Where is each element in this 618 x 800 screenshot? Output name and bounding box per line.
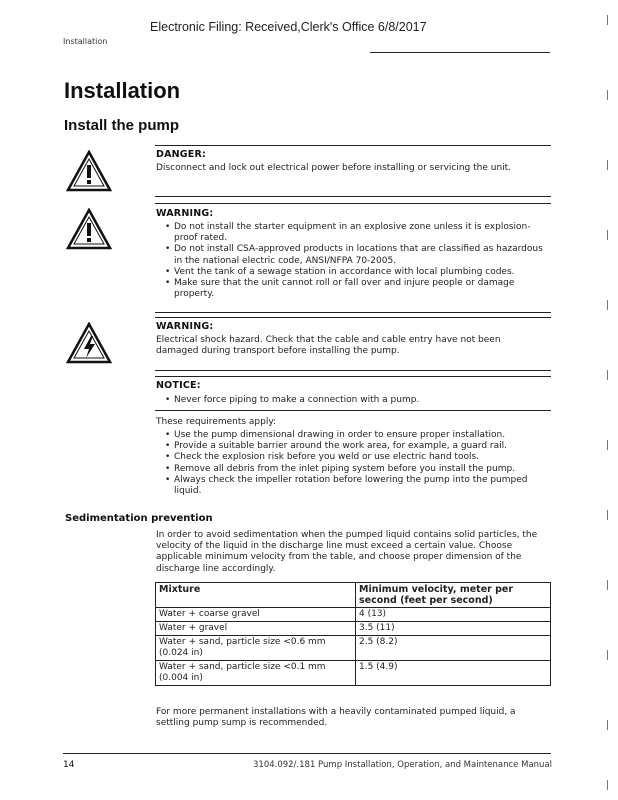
footer-rule xyxy=(63,753,551,754)
danger-label: DANGER: xyxy=(156,149,206,160)
table-cell: 3.5 (11) xyxy=(356,622,551,636)
notice-label: NOTICE: xyxy=(156,380,201,391)
list-item: • Make sure that the unit cannot roll or fall over and injure people or damage property. xyxy=(174,278,549,300)
table-row xyxy=(156,661,551,686)
running-header: Installation xyxy=(63,37,108,46)
table-cell: Water + sand, particle size <0.1 mm (0.004 in) xyxy=(156,661,356,686)
danger-text: Disconnect and lock out electrical power before installing or servicing the unit. xyxy=(156,163,512,173)
sedimentation-heading: Sedimentation prevention xyxy=(65,513,213,524)
table-cell: Water + sand, particle size <0.6 mm (0.024 in) xyxy=(156,636,356,661)
table-cell: 1.5 (4.9) xyxy=(356,661,551,686)
page-title: Installation xyxy=(64,78,181,103)
filing-stamp: Electronic Filing: Received,Clerk's Office 6/8/2017 xyxy=(150,20,427,34)
warning2-bottom-rule xyxy=(155,370,551,371)
warning2-top-rule xyxy=(155,317,551,318)
manual-title: 3104.092/.181 Pump Installation, Operation, and Maintenance Manual xyxy=(253,760,552,770)
list-item: • Vent the tank of a sewage station in accordance with local plumbing codes. xyxy=(174,267,549,278)
warning1-label: WARNING: xyxy=(156,208,214,219)
electric-icon-wrap xyxy=(66,322,112,368)
sedimentation-footer-text: For more permanent installations with a heavily contaminated pumped liquid, a settling pump sump is recommended. xyxy=(156,707,516,729)
danger-bottom-rule xyxy=(155,196,551,197)
column-header-mixture: Mixture xyxy=(156,583,356,608)
list-item: • Never force piping to make a connection with a pump. xyxy=(174,395,549,406)
warning1-bottom-rule xyxy=(155,312,551,313)
warning-triangle-icon xyxy=(66,208,112,250)
electric-shock-icon xyxy=(66,322,112,364)
warning-icon-wrap xyxy=(66,208,112,254)
danger-top-rule xyxy=(155,145,551,146)
warning2-label: WARNING: xyxy=(156,321,214,332)
header-rule xyxy=(370,52,550,53)
list-item: • Use the pump dimensional drawing in order to ensure proper installation. xyxy=(174,430,554,441)
warning1-top-rule xyxy=(155,203,551,204)
sedimentation-text: In order to avoid sedimentation when the pumped liquid contains solid particles, the velocity of the liquid in the discharge line must exceed a certain value. Choose applicable minimum velocity from the table, and choose proper dimension of the discharge line accordingly. xyxy=(156,530,538,574)
section-title: Install the pump xyxy=(64,117,180,134)
notice-list xyxy=(156,395,549,406)
table-cell: 2.5 (8.2) xyxy=(356,636,551,661)
list-item: • Remove all debris from the inlet piping system before you install the pump. xyxy=(174,464,554,475)
table-row xyxy=(156,636,551,661)
notice-top-rule xyxy=(155,376,551,377)
warning-triangle-icon xyxy=(66,150,112,192)
table-row xyxy=(156,608,551,622)
list-item: • Always check the impeller rotation before lowering the pump into the pumped liquid. xyxy=(174,475,554,497)
table-cell: Water + coarse gravel xyxy=(156,608,356,622)
velocity-table xyxy=(155,582,551,686)
danger-icon-wrap xyxy=(66,150,112,196)
requirements-intro: These requirements apply: xyxy=(156,417,277,427)
warning2-text: Electrical shock hazard. Check that the cable and cable entry have not been damaged during transport before installing the pump. xyxy=(156,335,501,357)
notice-bottom-rule xyxy=(155,410,551,411)
warning1-list xyxy=(156,222,549,300)
scan-edge-marks xyxy=(604,0,614,800)
list-item: • Check the explosion risk before you weld or use electric hand tools. xyxy=(174,452,554,463)
page-number: 14 xyxy=(63,760,75,770)
table-header-row xyxy=(156,583,551,608)
table-row xyxy=(156,622,551,636)
list-item: • Provide a suitable barrier around the work area, for example, a guard rail. xyxy=(174,441,554,452)
table-cell: Water + gravel xyxy=(156,622,356,636)
list-item: • Do not install CSA-approved products in locations that are classified as hazardous in the national electric code, ANSI/NFPA 70-2005. xyxy=(174,244,549,266)
table-cell: 4 (13) xyxy=(356,608,551,622)
column-header-velocity: Minimum velocity, meter per second (feet per second) xyxy=(356,583,551,608)
list-item: • Do not install the starter equipment in an explosive zone unless it is explosion-proof rated. xyxy=(174,222,549,244)
requirements-list xyxy=(156,430,554,497)
